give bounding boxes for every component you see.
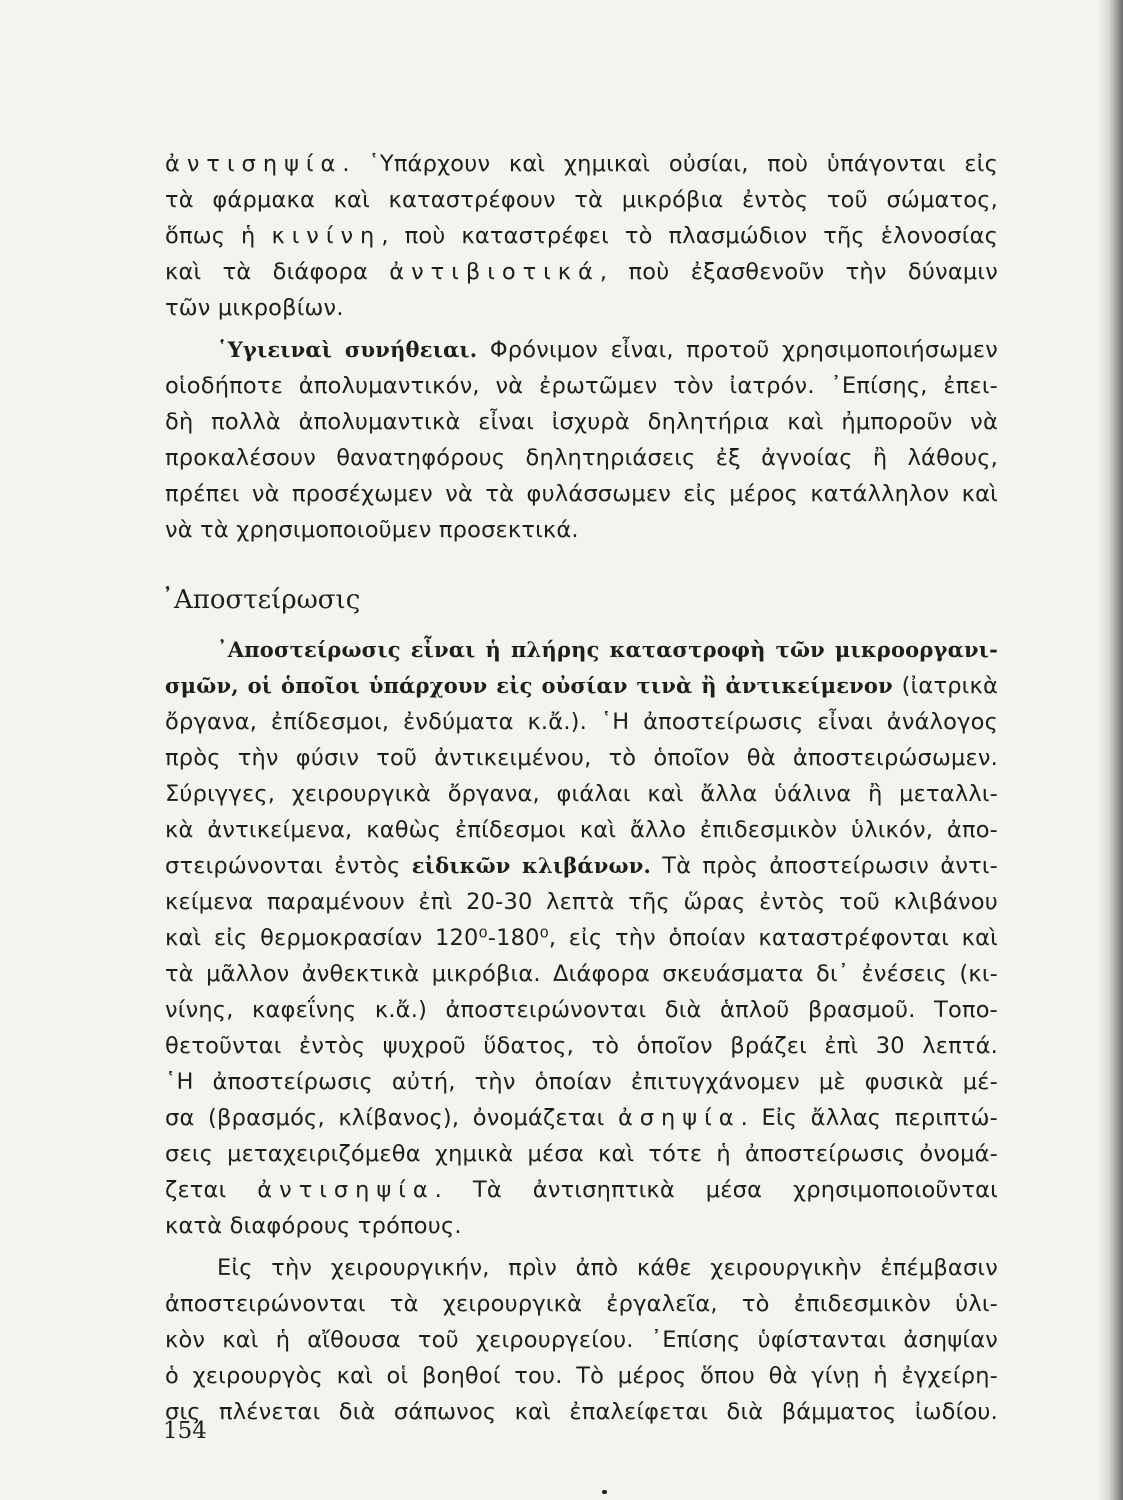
text-line: προκαλέσουν θανατηφόρους δηλητηριάσεις ἐξ ἀγνοίας ἢ λάθους, [165,445,998,471]
text-line: πρέπει νὰ προσέχωμεν νὰ τὰ φυλάσσωμεν εἰς μέρος κατάλληλον καὶ [165,481,998,507]
page-number: 154 [163,1418,207,1444]
paragraph-hygiene-habits [165,332,998,548]
text-line: σις πλένεται διὰ σάπωνος καὶ ἐπαλείφεται διὰ βάμματος ἰωδίου. [165,1399,998,1425]
text-line: καὶ εἰς θερμοκρασίαν 120⁰-180⁰, εἰς τὴν ὁποίαν καταστρέφονται καὶ [165,925,998,951]
text-line: τὰ φάρμακα καὶ καταστρέφουν τὰ μικρόβια ἐντὸς τοῦ σώματος, [165,187,998,213]
text-line: κὰ ἀντικείμενα, καθὼς ἐπίδεσμοι καὶ ἄλλο ἐπιδεσμικὸν ὑλικόν, ἀπο- [165,817,998,843]
spaced-term: ἀντισηψία [257,1177,435,1203]
text-span: . Τὰ ἀντισηπτικὰ μέσα χρησιμοποιοῦνται [434,1177,998,1203]
paragraph-antisepsis-intro [165,146,998,326]
text-line: κὸν καὶ ἡ αἴθουσα τοῦ χειρουργείου. ᾿Επίσης ὑφίστανται ἀσηψίαν [165,1327,998,1353]
text-line: πρὸς τὴν φύσιν τοῦ ἀντικειμένου, τὸ ὁποῖον θὰ ἀποστειρώσωμεν. [165,745,998,771]
text-span: . Εἰς ἄλλας περιπτώ- [740,1105,998,1131]
text-span: ὅπως ἡ [165,223,272,249]
text-line [165,218,998,254]
text-span: καὶ τὰ διάφορα [165,259,390,285]
text-line [165,1172,998,1208]
text-line [165,668,998,704]
text-span: (ἰατρικὰ [892,673,998,699]
section-heading: ᾿Αποστείρωσις [161,585,361,615]
text-span: Τὰ πρὸς ἀποστείρωσιν ἀντι- [651,853,999,879]
spaced-term: ἀντισηψία [165,151,343,177]
scan-speck [602,1490,607,1494]
text-line: δὴ πολλὰ ἀπολυμαντικὰ εἶναι ἰσχυρὰ δηλητήρια καὶ ἠμποροῦν νὰ [165,409,998,435]
bold-run-in-heading: ῾Υγιειναὶ συνήθειαι. [217,337,478,362]
text-line-bold: ᾿Αποστείρωσις εἶναι ἡ πλήρης καταστροφὴ τῶν μικροοργανι- [217,637,998,662]
text-line [165,848,998,884]
text-line: ὁ χειρουργὸς καὶ οἱ βοηθοί του. Τὸ μέρος ὅπου θὰ γίνῃ ἡ ἐγχείρη- [165,1363,998,1389]
text-line: Εἰς τὴν χειρουργικήν, πρὶν ἀπὸ κάθε χειρουργικὴν ἐπέμβασιν [217,1255,998,1281]
text-line: κείμενα παραμένουν ἐπὶ 20-30 λεπτὰ τῆς ὥρας ἐντὸς τοῦ κλιβάνου [165,889,998,915]
text-line: ὄργανα, ἐπίδεσμοι, ἐνδύματα κ.ἄ.). ῾Η ἀποστείρωσις εἶναι ἀνάλογος [165,709,998,735]
spaced-term: ἀντιβιοτικά [389,259,600,285]
text-line: οἱοδήποτε ἀπολυμαντικόν, νὰ ἐρωτῶμεν τὸν ἰατρόν. ᾿Επίσης, ἐπει- [165,373,998,399]
text-line [165,254,998,290]
text-span: στειρώνονται ἐντὸς [165,853,412,879]
paragraph-sterilization-definition [165,632,998,1244]
bold-term: εἰδικῶν κλιβάνων. [411,853,651,878]
text-line: τῶν μικροβίων. [165,295,344,321]
text-line: κατὰ διαφόρους τρόπους. [165,1213,462,1239]
text-span: ζεται [165,1177,258,1203]
text-span: , ποὺ ἐξασθενοῦν τὴν δύναμιν [599,259,998,285]
text-span: σα (βρασμός, κλίβανος), ὀνομάζεται [165,1105,618,1131]
text-line: νίνης, καφεΐνης κ.ἄ.) ἀποστειρώνονται διὰ ἁπλοῦ βρασμοῦ. Τοπο- [165,997,998,1023]
spaced-term: ἀσηψία [617,1105,741,1131]
text-span: . ῾Υπάρχουν καὶ χημικαὶ οὐσίαι, ποὺ ὑπάγονται εἰς [342,151,998,177]
bold-definition: σμῶν, οἱ ὁποῖοι ὑπάρχουν εἰς οὐσίαν τινὰ ἢ ἀντικείμενον [165,673,893,698]
text-span: , ποὺ καταστρέφει τὸ πλασμώδιον τῆς ἑλονοσίας [381,223,999,249]
page-edge-shadow [1097,0,1123,1500]
text-line: Σύριγγες, χειρουργικὰ ὄργανα, φιάλαι καὶ ἄλλα ὑάλινα ἢ μεταλλι- [165,781,998,807]
text-line: νὰ τὰ χρησιμοποιοῦμεν προσεκτικά. [165,517,579,543]
text-line: σεις μεταχειριζόμεθα χημικὰ μέσα καὶ τότε ἡ ἀποστείρωσις ὀνομά- [165,1141,998,1167]
spaced-term: κινίνη [271,223,382,249]
paragraph-surgery [165,1250,998,1430]
text-line [165,146,998,182]
text-line: τὰ μᾶλλον ἀνθεκτικὰ μικρόβια. Διάφορα σκευάσματα δι᾿ ἐνέσεις (κι- [165,961,998,987]
text-line: θετοῦνται ἐντὸς ψυχροῦ ὕδατος, τὸ ὁποῖον βράζει ἐπὶ 30 λεπτά. [165,1033,998,1059]
text-span: Φρόνιμον εἶναι, προτοῦ χρησιμοποιήσωμεν [477,337,998,363]
text-line: ῾Η ἀποστείρωσις αὐτή, τὴν ὁποίαν ἐπιτυγχάνομεν μὲ φυσικὰ μέ- [165,1069,998,1095]
text-line: ἀποστειρώνονται τὰ χειρουργικὰ ἐργαλεῖα, τὸ ἐπιδεσμικὸν ὑλι- [165,1291,998,1317]
text-line [165,332,998,368]
text-line [165,1100,998,1136]
page-body [161,146,999,1430]
